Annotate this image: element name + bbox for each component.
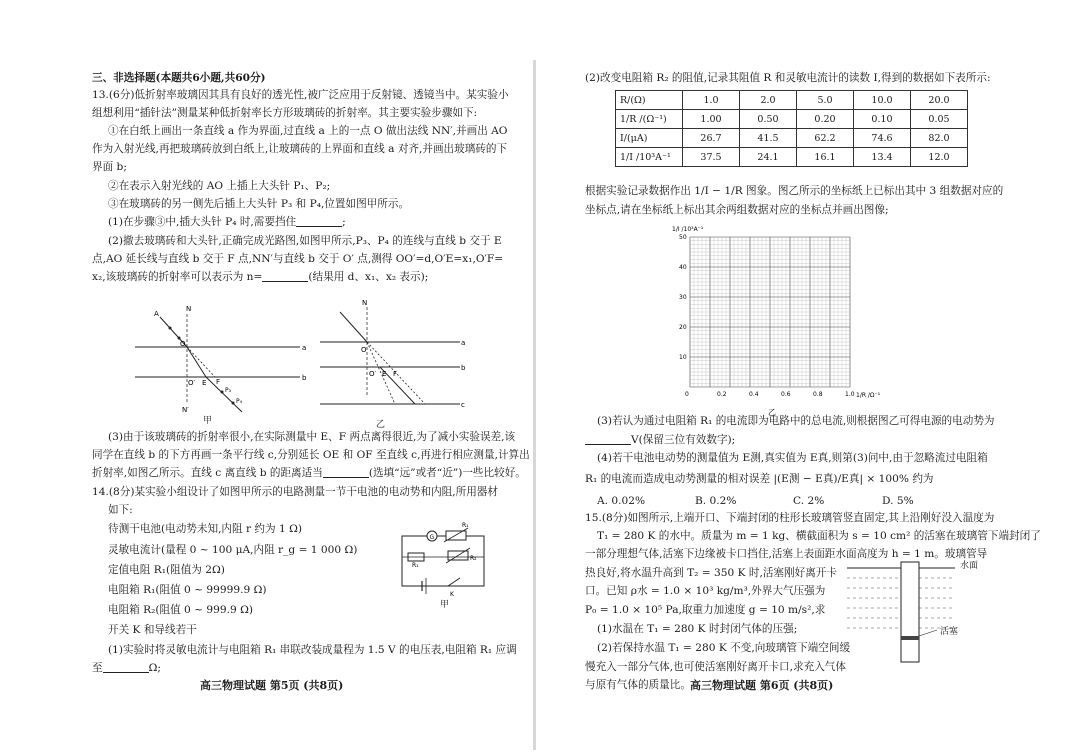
table-cell: 74.6	[854, 129, 911, 148]
q14-2-line: (2)改变电阻箱 R₂ 的阻值,记录其阻值 R 和灵敏电流计的读数 I,得到的数据如下表所示:	[585, 72, 991, 84]
svg-text:N′: N′	[182, 406, 189, 414]
data-table	[615, 90, 968, 167]
label-piston: 活塞	[940, 627, 959, 637]
q13-2-answer: x₂,该玻璃砖的折射率可以表示为 n= (结果用 d、x₁、x₂ 表示);	[92, 271, 429, 283]
table-cell: 41.5	[740, 129, 797, 148]
circuit-diagram	[390, 518, 500, 598]
graph-xlabel: 1/R /Ω⁻¹	[856, 392, 881, 399]
table-cell: 26.7	[683, 129, 740, 148]
page-5	[0, 0, 540, 756]
answer-blank	[103, 662, 149, 673]
q14-line: 待测干电池(电动势未知,内阻 r 约为 1 Ω)	[108, 523, 303, 535]
table-cell: 0.20	[797, 110, 854, 129]
table-cell: 20.0	[911, 91, 968, 110]
table-row	[616, 110, 968, 129]
q13-1: (1)在步骤③中,插大头针 P₄ 时,需要挡住 ;	[108, 216, 346, 228]
choice-a: A. 0.02%	[597, 495, 646, 507]
table-cell: 10.0	[854, 91, 911, 110]
table-head: I/(μA)	[616, 129, 683, 148]
y-tick-label: 50	[679, 234, 687, 241]
svg-text:R₂: R₂	[470, 555, 477, 562]
svg-text:b: b	[461, 364, 466, 372]
refraction-diagram-jia	[130, 292, 305, 427]
q13-line: 点,AO 延长线与直线 b 交于 F 点,NN′与直线 b 交于 O′ 点,测得 OO′=d,O′E=x₁,O′F=	[92, 253, 504, 265]
q13-line: 作为入射光线,再把玻璃砖放到白纸上,让玻璃砖的上界面和直线 a 对齐,并画出玻璃砖的下	[92, 143, 508, 155]
q15-line: 口。已知 ρ水 = 1.0 × 10³ kg/m³,外界大气压强为	[585, 585, 826, 597]
svg-text:O′: O′	[188, 379, 196, 387]
choice-c: C. 2%	[793, 495, 825, 507]
svg-text:O: O	[361, 346, 367, 354]
table-cell: 62.2	[797, 129, 854, 148]
y-tick-label: 30	[679, 294, 687, 301]
choice-d: D. 5%	[882, 495, 914, 507]
y-tick-label: 10	[679, 354, 687, 361]
svg-text:c: c	[461, 401, 465, 409]
q14-line: 如下:	[108, 504, 133, 516]
q13-3-line: (3)由于该玻璃砖的折射率很小,在实际测量中 E、F 两点离得很近,为了减小实验误差,该	[108, 431, 516, 443]
x-tick-label: 0	[685, 391, 689, 398]
q15-line: (1)水温在 T₁ = 280 K 时封闭气体的压强;	[597, 623, 798, 635]
answer-blank	[262, 271, 308, 282]
svg-text:G: G	[429, 534, 435, 541]
table-cell: 1.00	[683, 110, 740, 129]
graph-ylabel: 1/I /10³A⁻¹	[672, 226, 704, 233]
q14-line: 灵敏电流计(量程 0 ~ 100 μA,内阻 r_g = 1 000 Ω)	[108, 544, 358, 556]
svg-text:F: F	[393, 370, 398, 378]
y-tick-label: 40	[679, 264, 687, 271]
q14-line: 电阻箱 R₂(阻值 0 ~ 999.9 Ω)	[108, 604, 254, 616]
error-formula: |(E测 − E真)/E真|	[773, 473, 864, 485]
svg-text:O: O	[180, 340, 186, 348]
table-cell: 13.4	[854, 148, 911, 167]
q14-3-line: (3)若认为通过电阻箱 R₁ 的电流即为电路中的总电流,则根据图乙可得电源的电动势为	[597, 415, 995, 427]
table-row	[616, 91, 968, 110]
table-cell: 12.0	[911, 148, 968, 167]
label-water-surface: 水面	[960, 561, 979, 571]
q15-line: 与原有气体的质量比。	[585, 679, 691, 691]
y-tick-label: 20	[679, 324, 687, 331]
svg-text:F: F	[216, 378, 221, 386]
table-cell: 16.1	[797, 148, 854, 167]
figure-caption: 甲	[203, 416, 213, 426]
table-cell: 2.0	[740, 91, 797, 110]
section-heading: 三、非选择题(本题共6小题,共60分)	[92, 72, 266, 84]
svg-text:P₃: P₃	[225, 387, 232, 394]
table-head: 1/R /(Ω⁻¹)	[616, 110, 683, 129]
x-tick-label: 0.4	[749, 391, 759, 398]
q15-line: 一部分理想气体,活塞下边缘被卡口挡住,活塞上表面距水面高度为 h = 1 m。玻璃管导	[585, 548, 988, 560]
graph-instruction: 坐标点,请在坐标纸上标出其余两组数据对应的坐标点并画出图像;	[585, 204, 889, 216]
table-cell: 37.5	[683, 148, 740, 167]
q14-line: 电阻箱 R₁(阻值 0 ~ 99999.9 Ω)	[108, 584, 267, 596]
x-tick-label: 0.6	[781, 391, 791, 398]
svg-text:b: b	[302, 374, 307, 382]
svg-text:P₄: P₄	[236, 398, 243, 405]
x-tick-label: 0.2	[717, 391, 727, 398]
svg-text:R₁: R₁	[462, 522, 469, 529]
table-cell: 0.50	[740, 110, 797, 129]
x-tick-label: 1.0	[845, 391, 855, 398]
q15-line: 15.(8分)如图所示,上端开口、下端封闭的柱形长玻璃管竖直固定,其上沿刚好没入温度为	[585, 512, 995, 524]
svg-text:a: a	[302, 344, 307, 352]
q13-3-answer: 折射率,如图乙所示。直线 c 离直线 b 的距离适当 (选填“远”或者“近”)一些比较好。	[92, 467, 526, 479]
q13-line: 组想利用“插针法”测量某种低折射率长方形玻璃砖的折射率。其主要实验步骤如下:	[92, 107, 478, 119]
table-head: R/(Ω)	[616, 91, 683, 110]
graph-grid	[690, 237, 850, 387]
choice-b: B. 0.2%	[695, 495, 737, 507]
svg-text:O′: O′	[369, 370, 377, 378]
q14-4-line: (4)若干电池电动势的测量值为 E测,真实值为 E真,则第(3)问中,由于忽略流过电阻箱	[597, 452, 988, 464]
q14-3-answer: V(保留三位有效数字);	[585, 433, 735, 447]
q14-line: 14.(8分)某实验小组设计了如图甲所示的电路测量一节干电池的电动势和内阻,所用器材	[92, 486, 498, 498]
page-footer: 高三物理试题 第6页 (共8页)	[690, 679, 834, 692]
table-cell: 0.05	[911, 110, 968, 129]
answer-blank	[296, 216, 342, 227]
graph-paper	[670, 222, 885, 418]
q14-line: 开关 K 和导线若干	[108, 624, 197, 636]
svg-text:K: K	[450, 591, 454, 598]
tube-diagram	[845, 558, 985, 678]
answer-blank	[323, 467, 369, 478]
figure-caption: 乙	[376, 420, 386, 430]
answer-blank	[585, 434, 631, 445]
table-cell: 1.0	[683, 91, 740, 110]
page-footer: 高三物理试题 第5页 (共8页)	[200, 679, 344, 692]
q15-line: (2)若保持水温 T₁ = 280 K 不变,向玻璃管下端空间缓	[597, 642, 851, 654]
q13-line: 界面 b;	[92, 161, 127, 173]
table-row	[616, 148, 968, 167]
q13-line: (2)撤去玻璃砖和大头针,正确完成光路图,如图甲所示,P₃、P₄ 的连线与直线 b 交于 E	[108, 235, 502, 247]
table-row	[616, 129, 968, 148]
q14-1-answer: 至 Ω;	[92, 662, 161, 674]
q15-line: P₀ = 1.0 × 10⁵ Pa,取重力加速度 g = 10 m/s²,求	[585, 604, 826, 616]
q13-line: 13.(6分)低折射率玻璃因其具有良好的透光性,被广泛应用于反射镜、透镜当中。某实验小	[92, 89, 509, 101]
page-6	[540, 0, 1087, 756]
graph-instruction: 根据实验记录数据作出 1/I − 1/R 图象。图乙所示的坐标纸上已标出其中 3 组数据对应的	[585, 185, 1004, 197]
q13-line: ③在玻璃砖的另一侧先后插上大头针 P₃ 和 P₄,位置如图甲所示。	[108, 198, 410, 210]
svg-text:a: a	[461, 339, 466, 347]
refraction-diagram-yi	[315, 292, 465, 417]
svg-text:N: N	[186, 305, 192, 313]
svg-text:R₁: R₁	[412, 562, 419, 569]
table-cell: 0.10	[854, 110, 911, 129]
figure-caption: 甲	[440, 600, 450, 610]
table-cell: 5.0	[797, 91, 854, 110]
svg-text:N: N	[362, 299, 368, 307]
svg-text:A: A	[154, 310, 159, 318]
q14-line: (1)实验时将灵敏电流计与电阻箱 R₁ 串联改装成量程为 1.5 V 的电压表,电阻箱 R₁ 应调	[108, 644, 517, 656]
q14-line: 定值电阻 R₁(阻值为 2Ω)	[108, 564, 225, 576]
q15-line: 热良好,将水温升高到 T₂ = 350 K 时,活塞刚好离开卡	[585, 567, 837, 579]
x-tick-label: 0.8	[813, 391, 823, 398]
graph-caption: 乙	[768, 408, 776, 417]
q15-line: 慢充入一部分气体,也可使活塞刚好离开卡口,求充入气体	[585, 661, 846, 673]
q13-line: ②在表示入射光线的 AO 上插上大头针 P₁、P₂;	[108, 180, 331, 192]
table-head: 1/I /10³A⁻¹	[616, 148, 683, 167]
q15-line: T₁ = 280 K 的水中。质量为 m = 1 kg、横截面积为 s = 10 cm² 的活塞在玻璃管下端封闭了	[597, 530, 1041, 542]
svg-text:E: E	[382, 370, 387, 378]
table-cell: 82.0	[911, 129, 968, 148]
table-cell: 24.1	[740, 148, 797, 167]
svg-text:E: E	[202, 379, 207, 387]
q13-3-line: 同学在直线 b 的下方再画一条平行线 c,分别延长 OE 和 OF 至直线 c,再进行相应测量,计算出	[92, 449, 530, 461]
q13-line: ①在白纸上画出一条直线 a 作为界面,过直线 a 上的一点 O 做出法线 NN′,并画出 AO	[108, 125, 508, 137]
q14-4-line: R₁ 的电流而造成电动势测量的相对误差 |(E测 − E真)/E真| × 100% 约为	[585, 473, 934, 485]
